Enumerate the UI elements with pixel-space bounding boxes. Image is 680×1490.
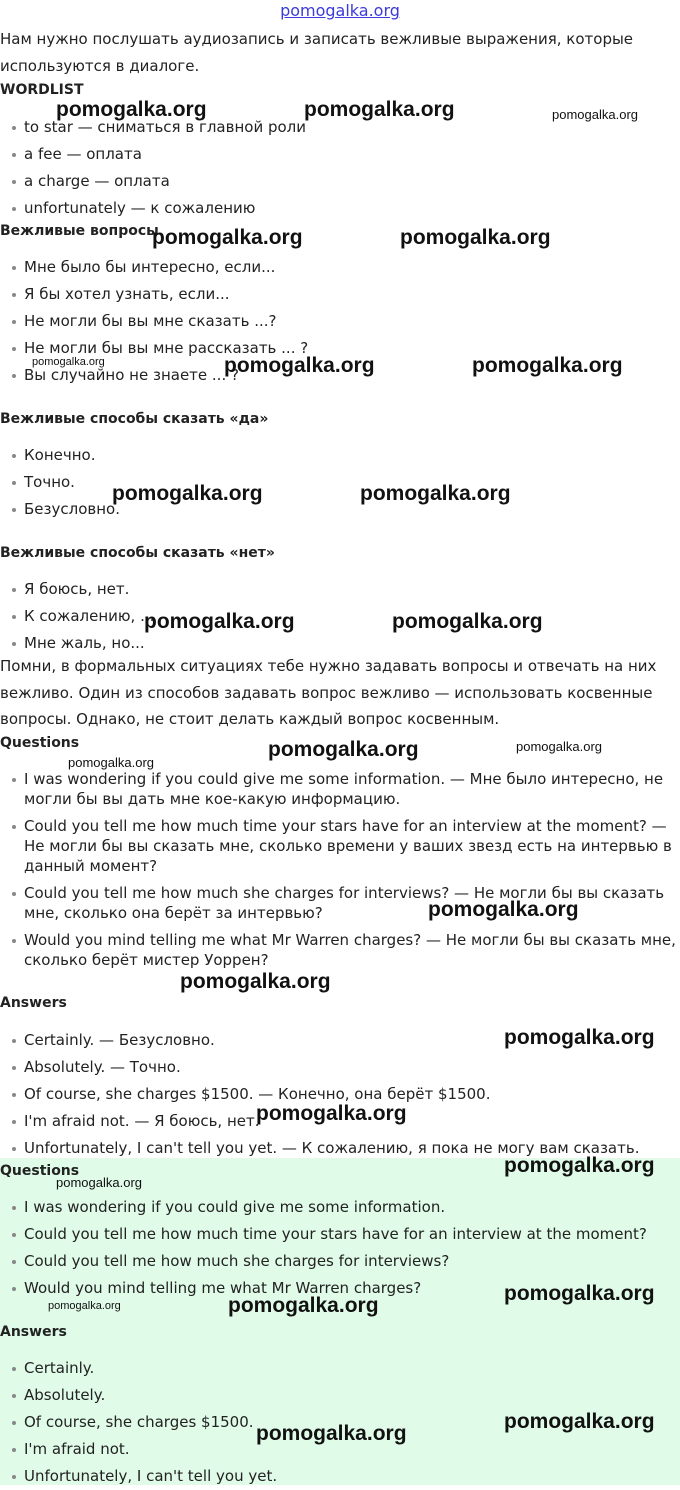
list-item: Unfortunately, I can't tell you yet. — К сожалению, я пока не могу вам сказать. [0,1135,680,1162]
polite-questions-heading: Вежливые вопросы [0,223,159,239]
list-item: Could you tell me how much time your stars have for an interview at the moment? [0,1221,680,1248]
list-item: Certainly. [0,1355,680,1382]
questions-translated-heading: Questions [0,735,80,751]
list-item: Не могли бы вы мне рассказать ... ? [0,335,680,362]
list-item: Could you tell me how much time your stars have for an interview at the moment? — Не могли бы вы сказать мне, сколько времени у ваших звезд есть на интервью в данный момент? [0,816,680,876]
list-item: to star — сниматься в главной роли [0,114,680,141]
watermark: pomogalka.org [32,356,105,368]
watermark: pomogalka.org [428,898,579,921]
watermark: pomogalka.org [504,1282,655,1305]
list-item: Would you mind telling me what Mr Warren charges? [0,1275,680,1302]
watermark: pomogalka.org [56,1175,142,1190]
list-item: Я боюсь, нет. [0,576,680,603]
watermark: pomogalka.org [256,1102,407,1125]
list-item: I was wondering if you could give me some information. [0,1194,680,1221]
wordlist-heading: WORDLIST [0,82,84,98]
remember-text: Помни, в формальных ситуациях тебе нужно задавать вопросы и отвечать на них вежливо. Один из способов задавать вопрос вежливо — использовать косвенные вопросы. Однако, не стоит делать каждый вопрос косвенным. [0,657,657,728]
list-item: a fee — оплата [0,141,680,168]
watermark: pomogalka.org [268,738,419,761]
site-logo-link[interactable]: pomogalka.org [280,1,400,20]
list-item: Безусловно. [0,496,680,523]
watermark: pomogalka.org [144,610,295,633]
list-item: unfortunately — к сожалению [0,195,680,222]
list-item: Unfortunately, I can't tell you yet. [0,1463,680,1490]
list-item: Could you tell me how much she charges for interviews? [0,1248,680,1275]
list-item: Мне было бы интересно, если... [0,254,680,281]
list-item: Absolutely. [0,1382,680,1409]
watermark: pomogalka.org [304,98,455,121]
list-item: Could you tell me how much she charges for interviews? — Не могли бы вы сказать мне, сколько она берёт за интервью? [0,883,680,923]
watermark: pomogalka.org [392,610,543,633]
watermark: pomogalka.org [516,739,602,754]
watermark: pomogalka.org [48,1300,121,1312]
list-item: Absolutely. — Точно. [0,1054,680,1081]
list-item: Вы случайно не знаете ... ? [0,362,680,389]
wordlist-list [0,114,680,222]
questions-translated-list [0,769,680,977]
watermark: pomogalka.org [180,970,331,993]
watermark: pomogalka.org [504,1410,655,1433]
polite-no-heading: Вежливые способы сказать «нет» [0,545,275,561]
list-item: Точно. [0,469,680,496]
list-item: К сожалению, ... [0,603,680,630]
polite-yes-heading: Вежливые способы сказать «да» [0,411,269,427]
list-item: Of course, she charges $1500. — Конечно, она берёт $1500. [0,1081,680,1108]
watermark: pomogalka.org [552,107,638,122]
list-item: Of course, she charges $1500. [0,1409,680,1436]
watermark: pomogalka.org [504,1026,655,1049]
watermark: pomogalka.org [112,482,263,505]
list-item: Не могли бы вы мне сказать ...? [0,308,680,335]
polite-no-list [0,576,680,657]
list-item: Я бы хотел узнать, если... [0,281,680,308]
watermark: pomogalka.org [504,1154,655,1177]
watermark: pomogalka.org [400,226,551,249]
watermark: pomogalka.org [152,226,303,249]
list-item: Certainly. — Безусловно. [0,1027,680,1054]
list-item: Мне жаль, но... [0,630,680,657]
answers-final-heading: Answers [0,1324,67,1340]
list-item: I'm afraid not. — Я боюсь, нет. [0,1108,680,1135]
list-item: Конечно. [0,442,680,469]
watermark: pomogalka.org [256,1422,407,1445]
watermark: pomogalka.org [472,354,623,377]
list-item: a charge — оплата [0,168,680,195]
list-item: I'm afraid not. [0,1436,680,1463]
intro-text: Нам нужно послушать аудиозапись и записать вежливые выражения, которые используются в диалоге. [0,30,634,75]
watermark: pomogalka.org [56,98,207,121]
polite-yes-list [0,442,680,523]
watermark: pomogalka.org [68,755,154,770]
list-item: Would you mind telling me what Mr Warren charges? — Не могли бы вы сказать мне, сколько берёт мистер Уоррен? [0,930,680,970]
questions-final-heading: Questions [0,1163,80,1179]
watermark: pomogalka.org [228,1294,379,1317]
watermark: pomogalka.org [360,482,511,505]
answers-translated-heading: Answers [0,995,67,1011]
list-item: I was wondering if you could give me some information. — Мне было интересно, не могли бы вы дать мне кое-какую информацию. [0,769,680,809]
watermark: pomogalka.org [224,354,375,377]
